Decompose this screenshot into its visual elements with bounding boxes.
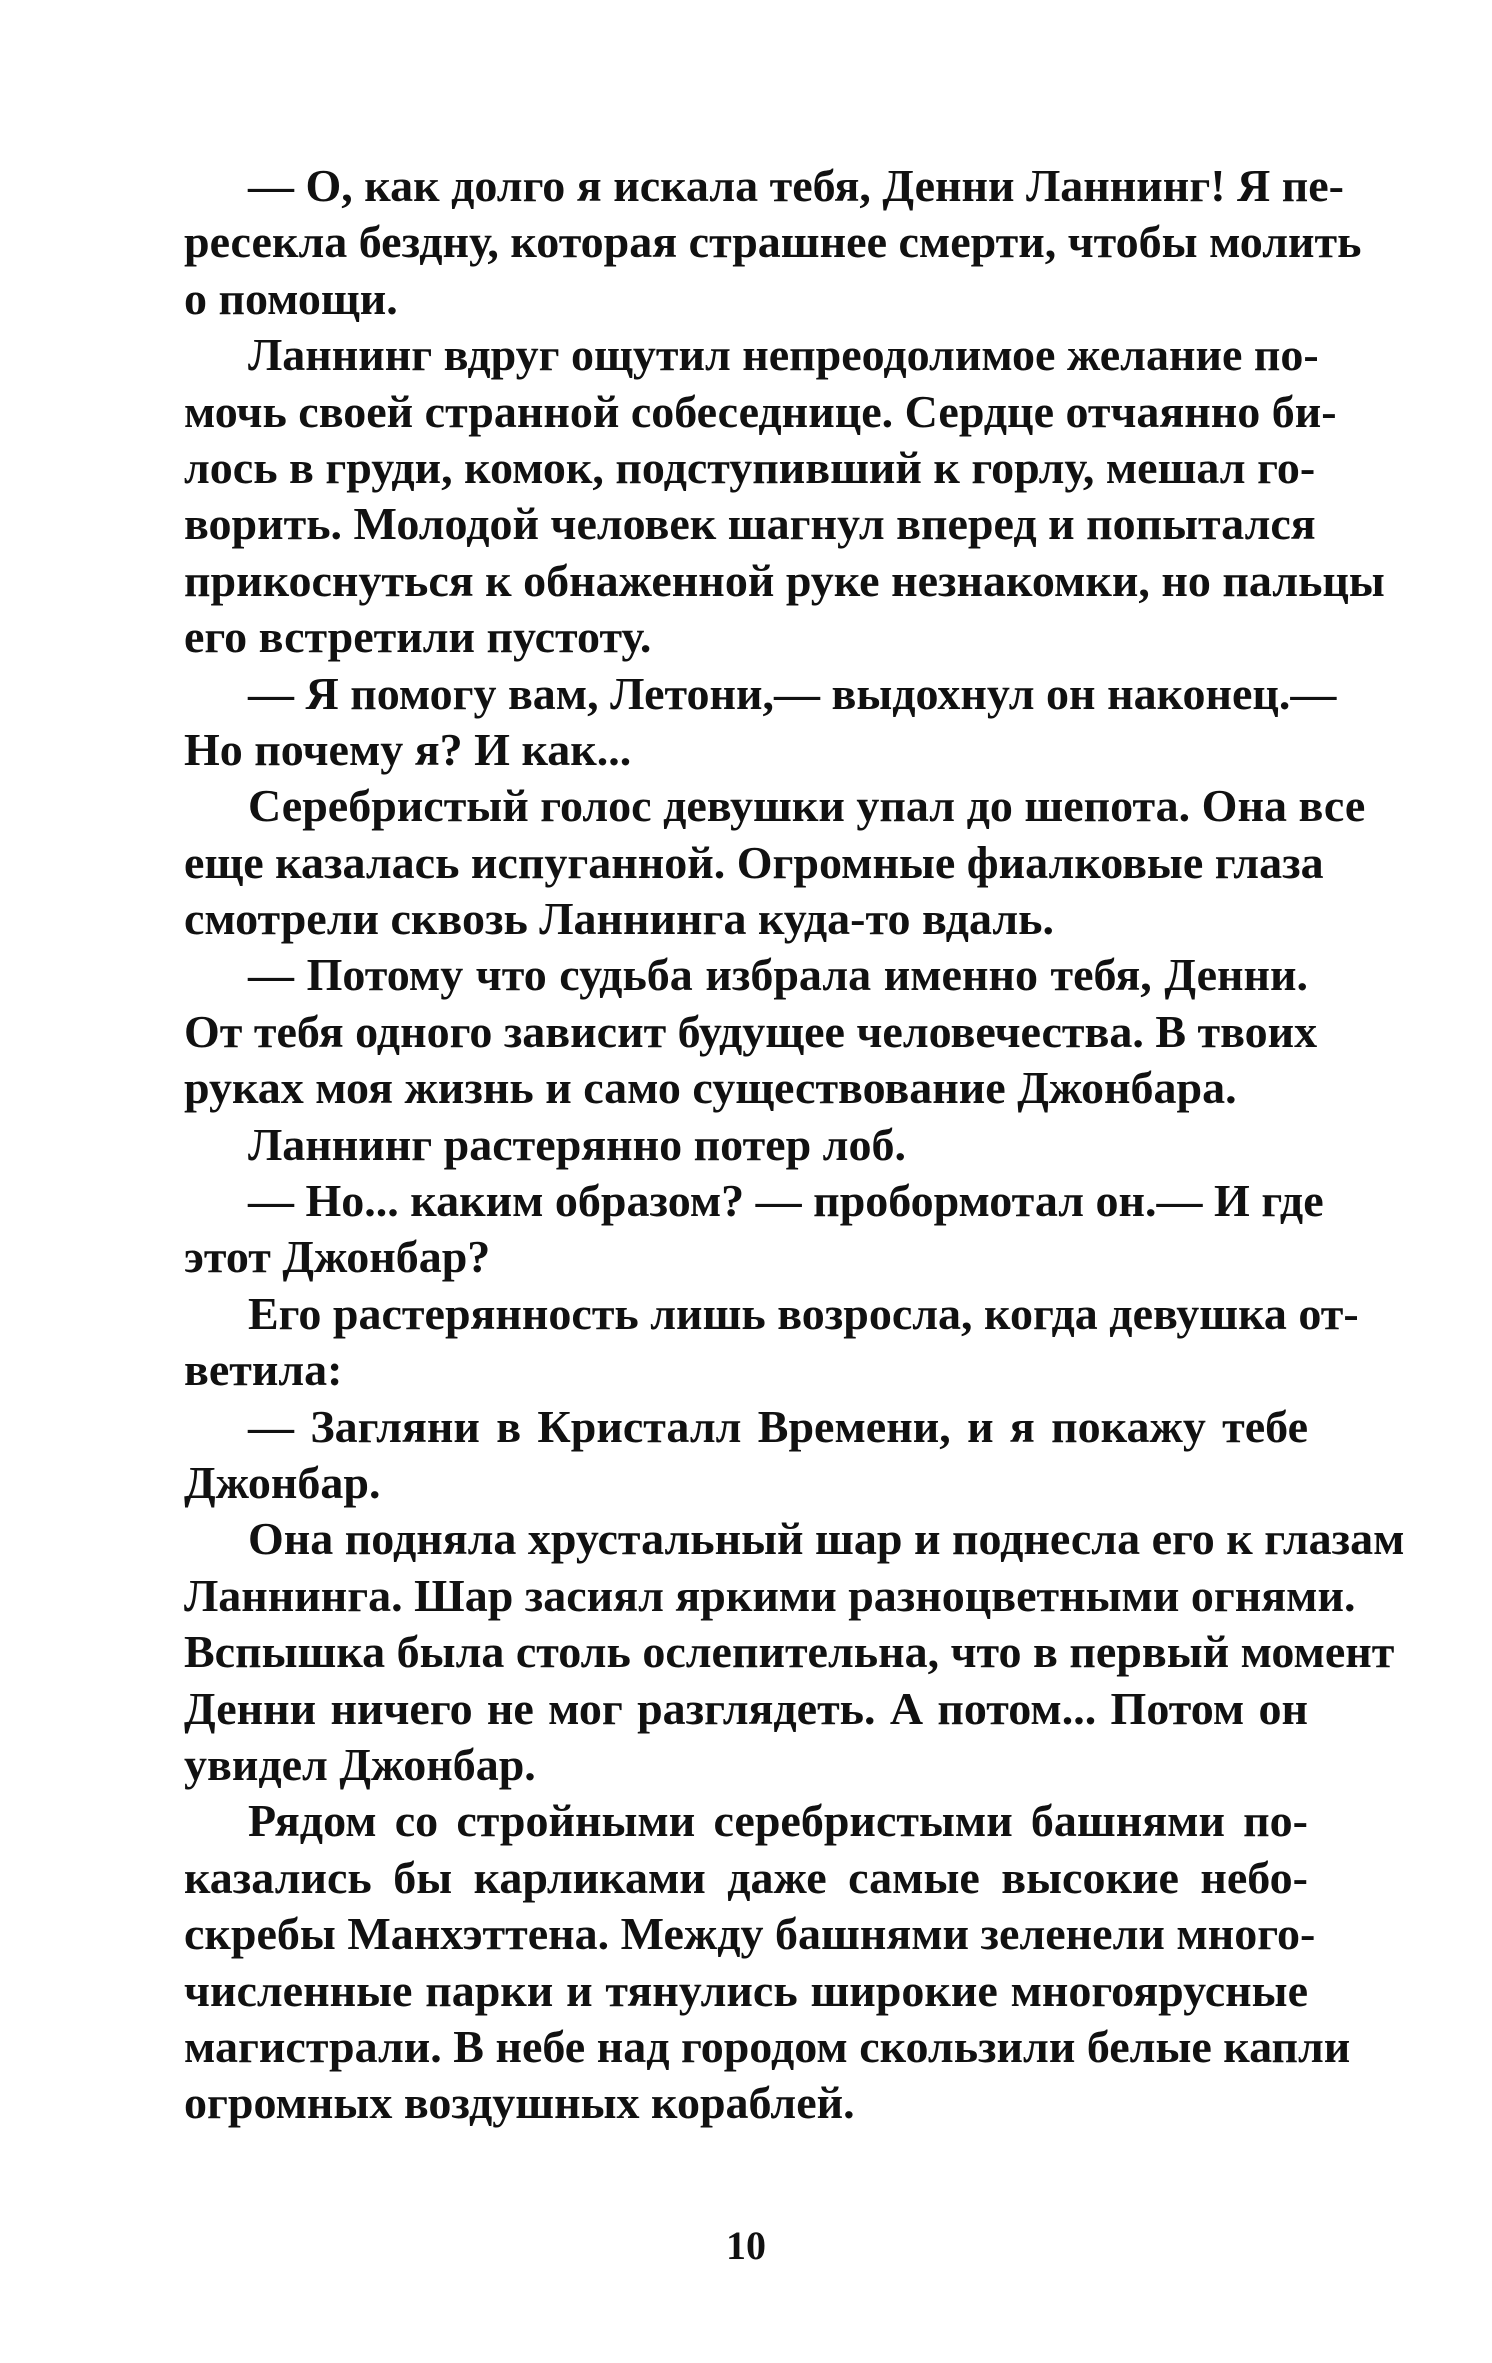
text-line: Ланнинг растерянно потер лоб.: [248, 1118, 906, 1170]
text-line: еще казалась испуганной. Огромные фиалковые глаза: [184, 836, 1324, 888]
text-line: о помощи.: [184, 272, 398, 324]
text-line: — Загляни в Кристалл Времени, и я покажу тебе: [248, 1400, 1308, 1452]
text-line: огромных воздушных кораблей.: [184, 2077, 855, 2129]
text-line: руках моя жизнь и само существование Джонбара.: [184, 1062, 1237, 1114]
text-line: Ланнинг вдруг ощутил непреодолимое желание по-: [248, 329, 1319, 381]
text-line: — Но... каким образом? — пробормотал он.— И где: [248, 1175, 1324, 1227]
text-line: Рядом со стройными серебристыми башнями по-: [248, 1795, 1308, 1847]
text-line: лось в груди, комок, подступивший к горлу, мешал го-: [184, 441, 1316, 493]
text-line: Джонбар.: [184, 1456, 381, 1508]
text-line: казались бы карликами даже самые высокие небо-: [184, 1851, 1308, 1903]
text-line: ресекла бездну, которая страшнее смерти, чтобы молить: [184, 216, 1362, 268]
text-line: ветила:: [184, 1344, 343, 1396]
text-line: — Потому что судьба избрала именно тебя, Денни.: [248, 949, 1308, 1001]
text-line: — О, как долго я искала тебя, Денни Ланнинг! Я пе-: [248, 160, 1344, 211]
text-line: магистрали. В небе над городом скользили белые капли: [184, 2020, 1351, 2072]
text-line: мочь своей странной собеседнице. Сердце отчаянно би-: [184, 385, 1337, 437]
text-line: — Я помогу вам, Летони,— выдохнул он наконец.—: [248, 667, 1337, 719]
text-line: ворить. Молодой человек шагнул вперед и попытался: [184, 498, 1316, 550]
page-number: 10: [726, 2223, 766, 2268]
text-line: его встретили пустоту.: [184, 611, 652, 663]
text-line: численные парки и тянулись широкие многоярусные: [184, 1964, 1308, 2016]
text-line: Ланнинга. Шар засиял яркими разноцветными огнями.: [184, 1569, 1356, 1621]
text-line: прикоснуться к обнаженной руке незнакомки, но пальцы: [184, 554, 1385, 606]
text-line: увидел Джонбар.: [184, 1738, 536, 1790]
text-line: скребы Манхэттена. Между башнями зеленели много-: [184, 1908, 1316, 1960]
text-line: Серебристый голос девушки упал до шепота. Она все: [248, 780, 1366, 832]
body-text: [184, 158, 1405, 2132]
text-line: Вспышка была столь ослепительна, что в первый момент: [184, 1626, 1395, 1678]
text-line: Денни ничего не мог разглядеть. А потом... Потом он: [184, 1682, 1308, 1734]
text-line: Его растерянность лишь возросла, когда девушка от-: [248, 1287, 1359, 1339]
text-line: Она подняла хрустальный шар и поднесла его к глазам: [248, 1513, 1405, 1565]
text-line: Но почему я? И как...: [184, 723, 632, 775]
text-line: этот Джонбар?: [184, 1231, 491, 1283]
text-line: смотрели сквозь Ланнинга куда-то вдаль.: [184, 893, 1054, 945]
text-line: От тебя одного зависит будущее человечества. В твоих: [184, 1005, 1318, 1057]
